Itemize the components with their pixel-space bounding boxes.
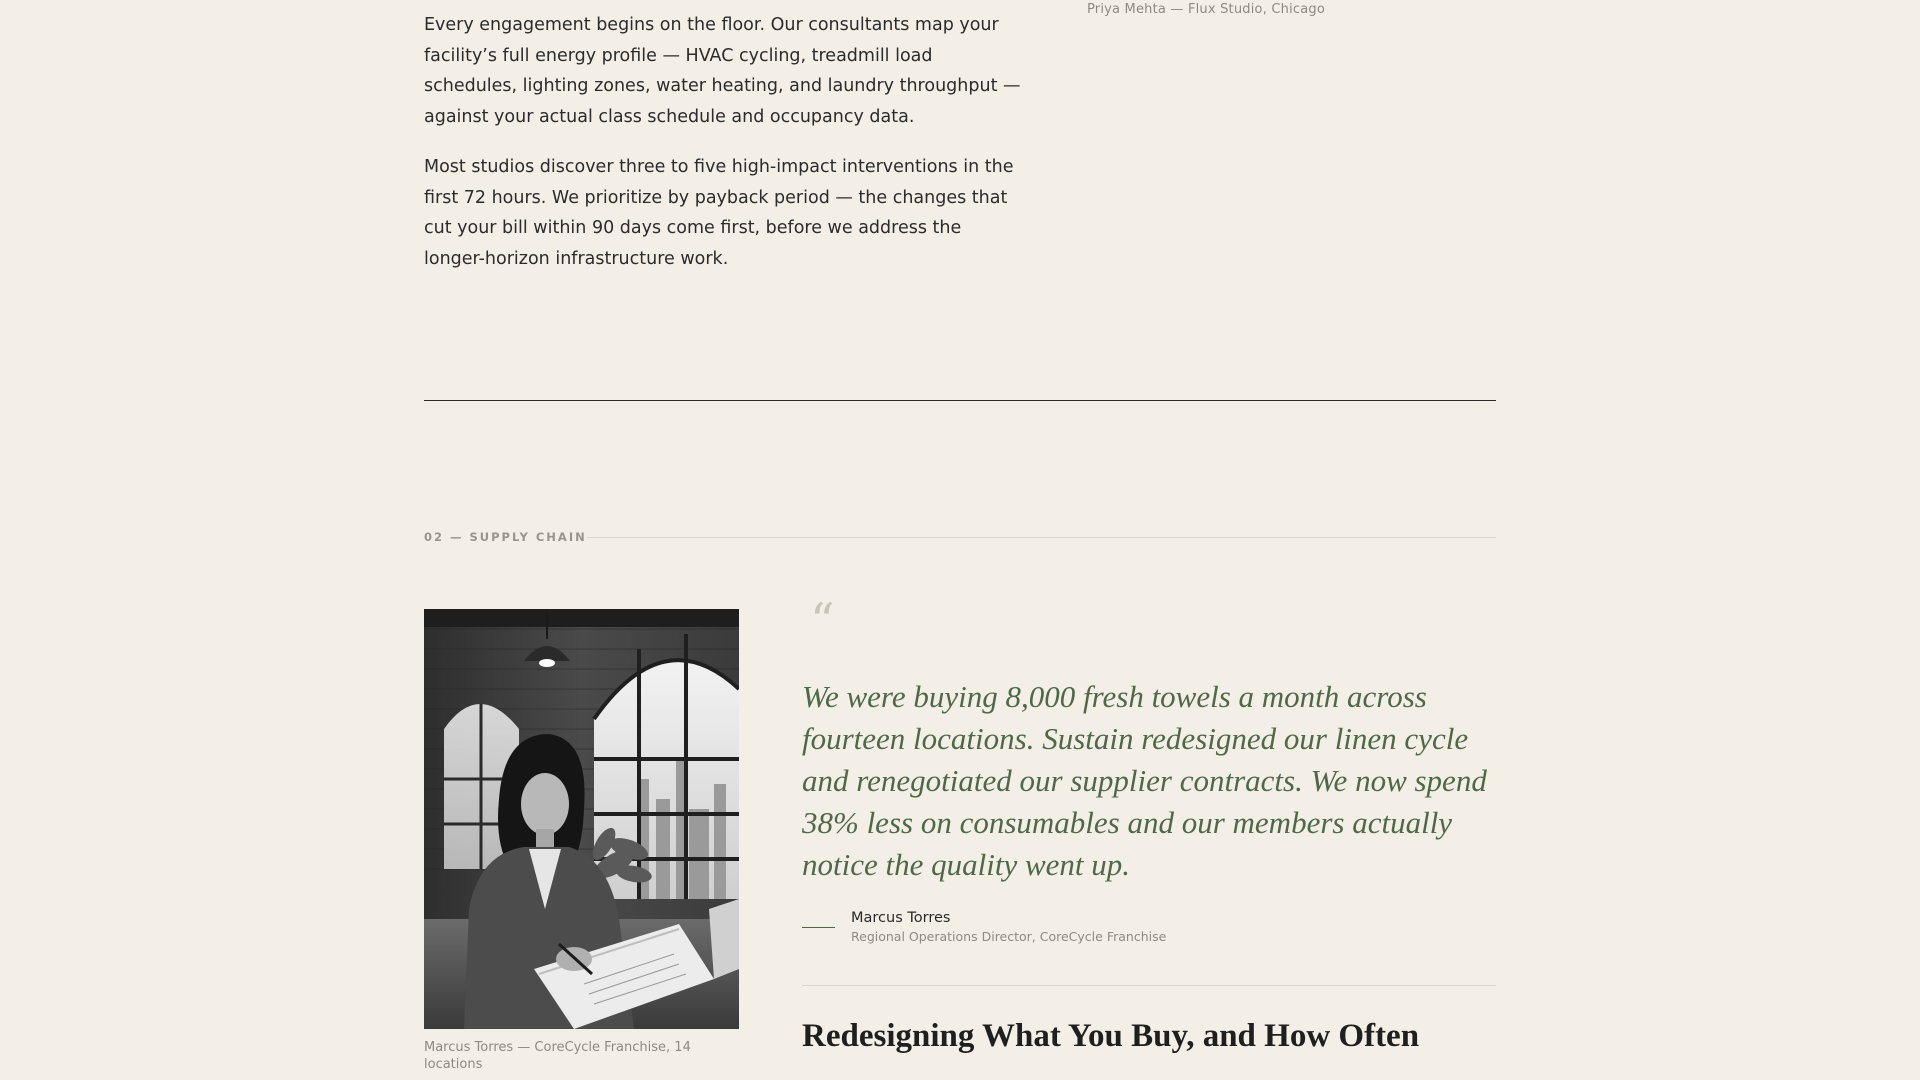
testimonial-photo (424, 609, 739, 1029)
quote-divider (802, 985, 1496, 986)
section-2-heading: Redesigning What You Buy, and How Often (802, 1018, 1420, 1054)
section-1-body (424, 10, 1024, 294)
quote-mark-icon: “ (810, 593, 835, 649)
testimonial-photo-caption: Marcus Torres — CoreCycle Franchise, 14 locations (424, 1040, 691, 1072)
section-1-photo-caption: Priya Mehta — Flux Studio, Chicago (1087, 2, 1326, 17)
attribution-role: Regional Operations Director, CoreCycle Franchise (851, 929, 1167, 944)
section-divider (424, 400, 1496, 401)
section-1-paragraph: Most studios discover three to five high-impact interventions in the first 72 hours. We prioritize by payback period — the changes that cut your bill within 90 days come first, before we address the longer-horizon infrastructure work. (424, 157, 1014, 269)
section-2-label: 02 — SUPPLY CHAIN (424, 530, 587, 544)
woman-reading-document-image (424, 609, 739, 1029)
testimonial-quote: We were buying 8,000 fresh towels a month across fourteen locations. Sustain redesigned our linen cycle and renegotiated our supplier contracts. We now spend 38% less on consumables and our members actually notice the quality went up. (802, 679, 1487, 882)
attribution-name: Marcus Torres (851, 910, 951, 926)
section-label-rule (587, 537, 1496, 538)
attribution-dash (802, 927, 835, 928)
section-1-paragraph: Every engagement begins on the floor. Our consultants map your facility’s full energy profile — HVAC cycling, treadmill load schedules, lighting zones, water heating, and laundry throughput — against your actual class schedule and occupancy data. (424, 15, 1021, 127)
